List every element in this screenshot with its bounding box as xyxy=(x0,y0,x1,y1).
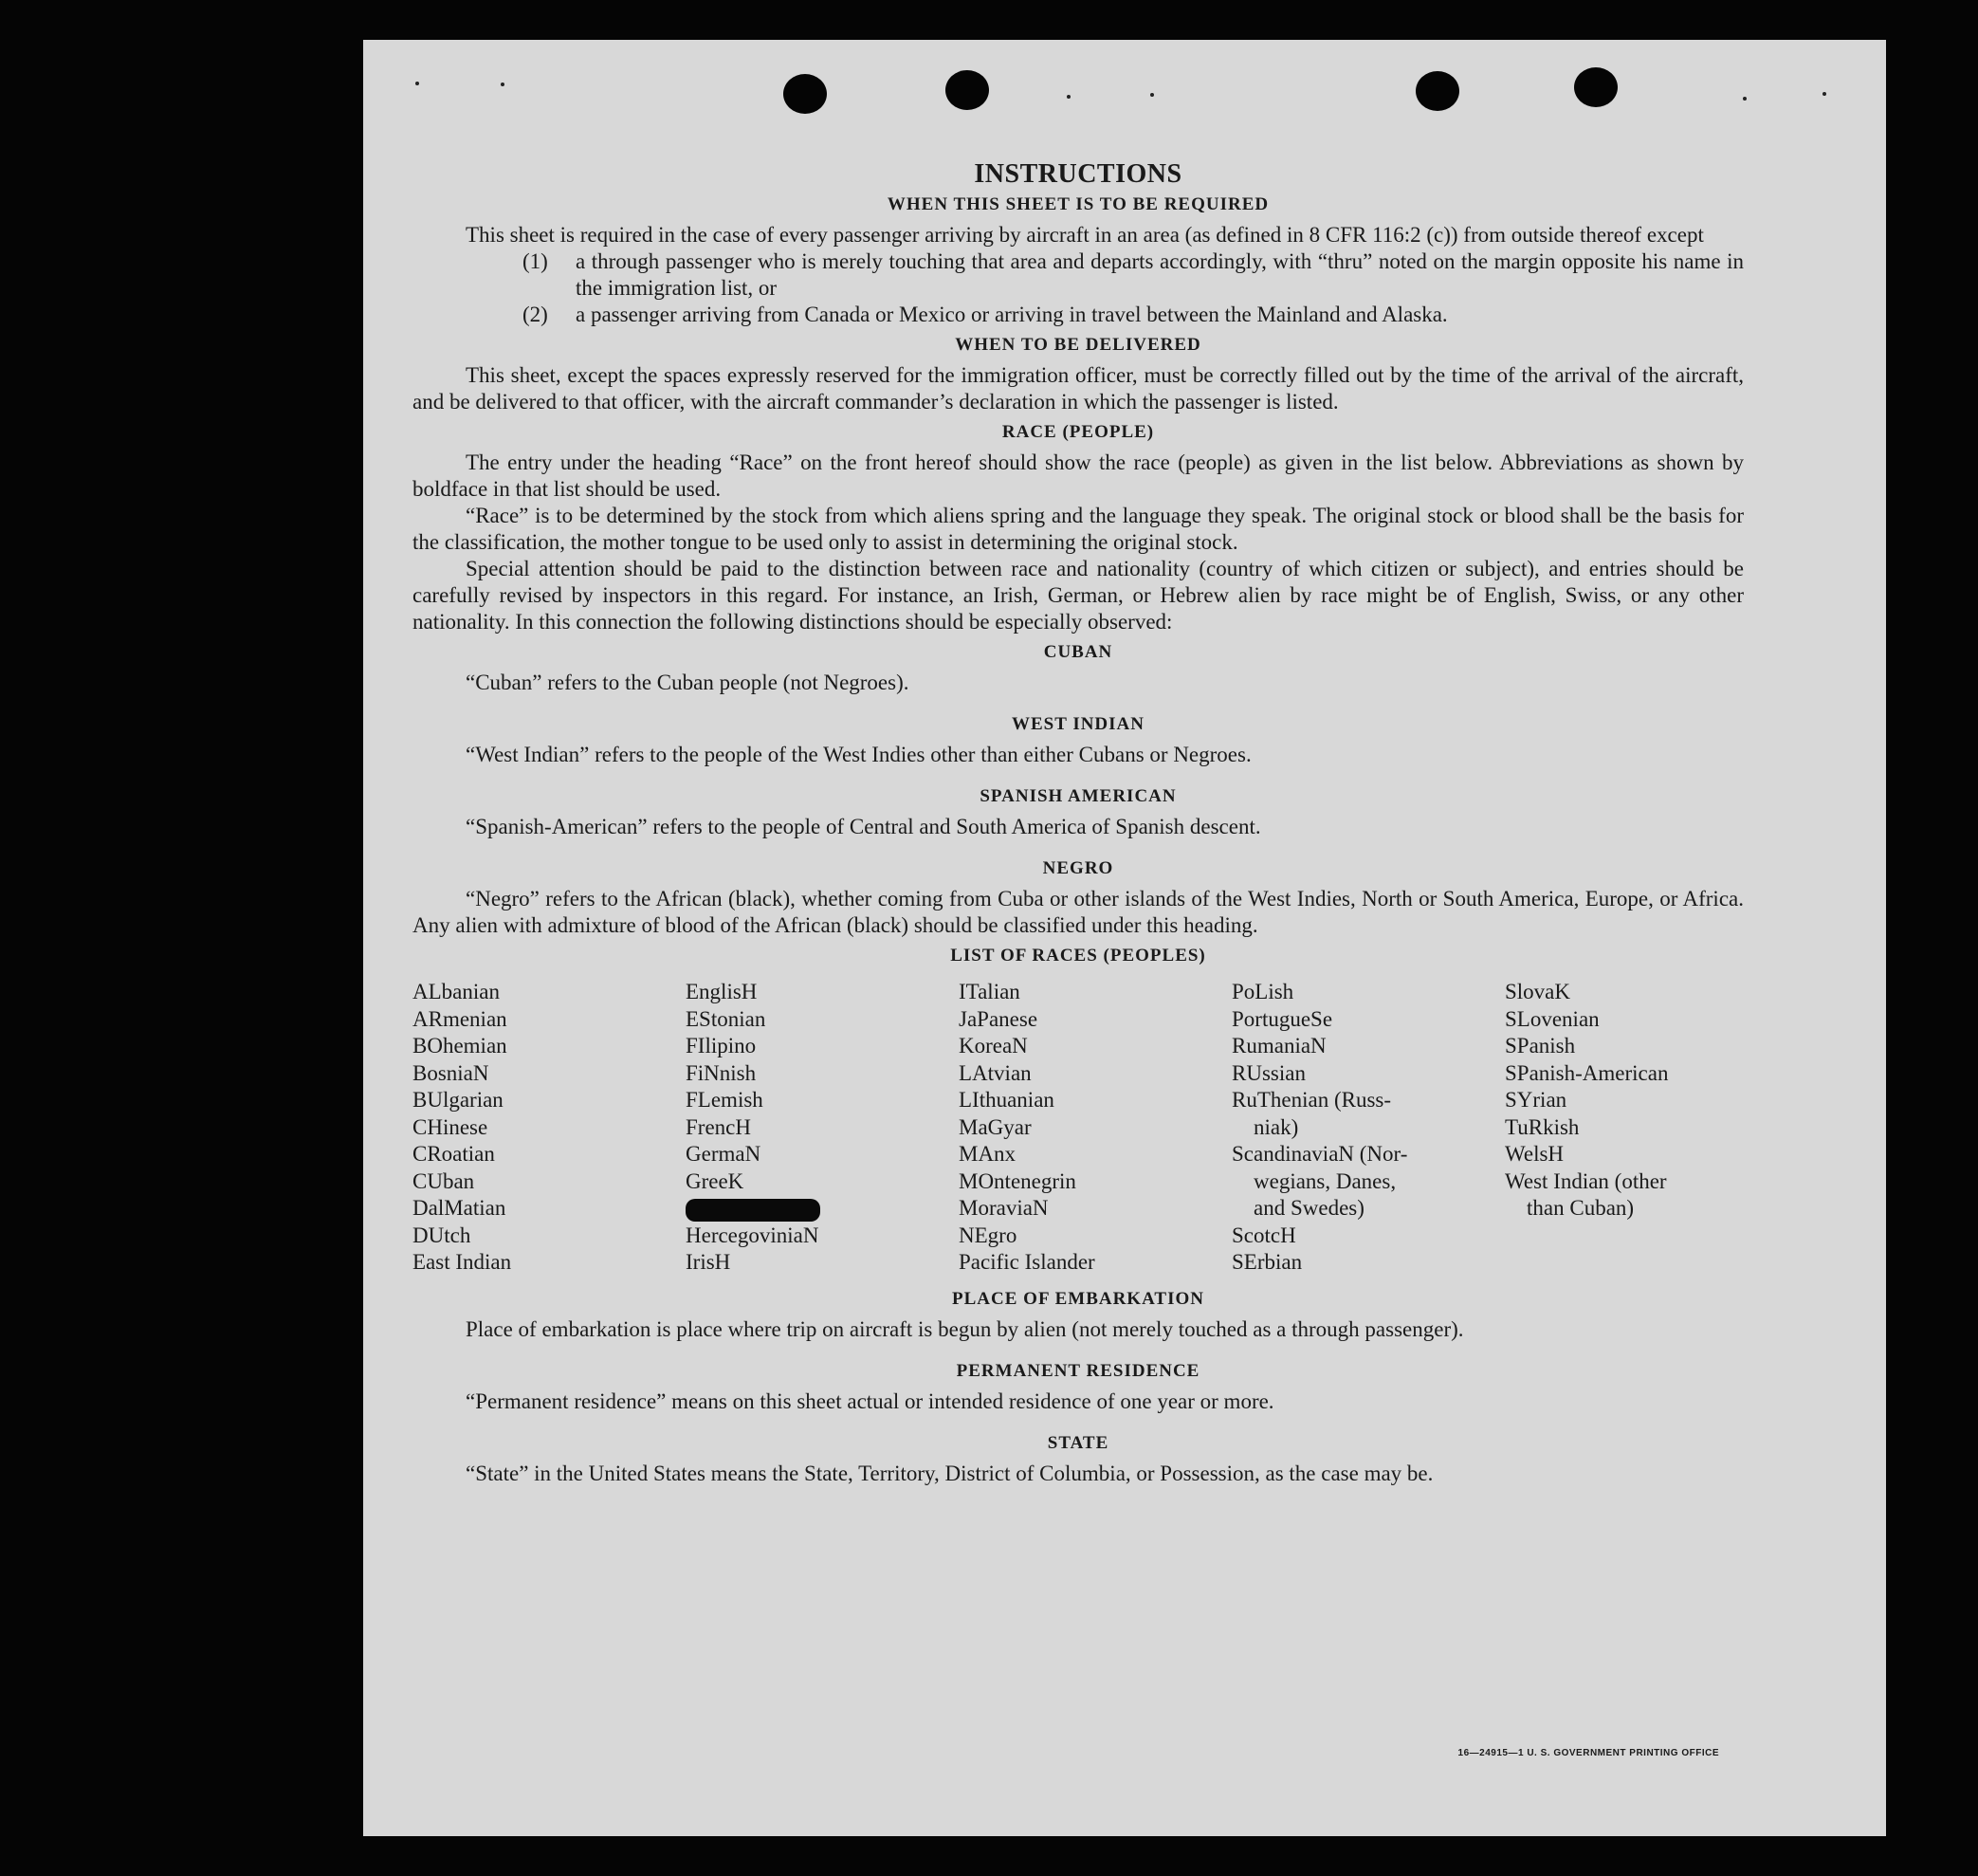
race-entry: TuRkish xyxy=(1505,1114,1580,1139)
race-entry: MOntenegrin xyxy=(959,1168,1076,1193)
race-entry: BUlgarian xyxy=(412,1088,504,1112)
punch-hole xyxy=(1574,67,1618,107)
delivered-text: This sheet, except the spaces expressly reserved for the immigration officer, must be correctly filled out by the time of the arrival of the aircraft, and be delivered to that officer, with the aircraft commander’s declaration in which the passenger is listed. xyxy=(412,363,1744,414)
item-text: a through passenger who is merely touching that area and departs accordingly, with “thru” noted on the margin opposite his name in the immigration list, or xyxy=(576,249,1744,300)
item-text: a passenger arriving from Canada or Mexico or arriving in travel between the Mainland and Alaska. xyxy=(576,303,1448,326)
race-entry: ITalian xyxy=(959,980,1020,1003)
race-entry: MAnx xyxy=(959,1142,1016,1166)
page-title: INSTRUCTIONS xyxy=(974,159,1182,189)
race-entry: than Cuban) xyxy=(1505,1196,1635,1220)
race-entry: FiNnish xyxy=(686,1060,757,1085)
punch-hole xyxy=(783,74,827,114)
document-page xyxy=(363,40,1886,1836)
race-paragraph: “Race” is to be determined by the stock from which aliens spring and the language they speak. The original stock or blood shall be the basis for the classification, the mother tongue to be used only to assist in determining the original stock. xyxy=(412,504,1744,554)
required-intro: This sheet is required in the case of every passenger arriving by aircraft in an area (as defined in 8 CFR 116:2 (c)) from outside thereof except xyxy=(466,223,1704,247)
race-entry: Pacific Islander xyxy=(959,1250,1095,1274)
race-entry: RUssian xyxy=(1232,1060,1306,1085)
heading-embarkation: PLACE OF EMBARKATION xyxy=(952,1288,1204,1309)
item-number: (2) xyxy=(522,303,548,326)
race-entry: GreeK xyxy=(686,1168,744,1193)
races-column xyxy=(1232,979,1505,1277)
speck xyxy=(415,82,419,85)
race-entry: CHinese xyxy=(412,1114,488,1139)
race-entry: and Swedes) xyxy=(1232,1196,1364,1220)
race-entry: CRoatian xyxy=(412,1142,495,1166)
race-entry: SlovaK xyxy=(1505,980,1570,1003)
negro-text: “Negro” refers to the African (black), whether coming from Cuba or other islands of the West Indies, North or South America, Europe, or Africa. Any alien with admixture of blood of the African (black) should be classified under this heading. xyxy=(412,887,1744,937)
race-entry: GermaN xyxy=(686,1142,761,1166)
embarkation-text: Place of embarkation is place where trip on aircraft is begun by alien (not merely touched as a through passenger). xyxy=(466,1316,1464,1341)
heading-residence: PERMANENT RESIDENCE xyxy=(956,1360,1200,1381)
cuban-text: “Cuban” refers to the Cuban people (not Negroes). xyxy=(466,671,909,694)
race-entry: ALbanian xyxy=(412,980,500,1003)
race-entry: PoLish xyxy=(1232,980,1294,1003)
redaction-mark xyxy=(686,1199,820,1222)
race-entry: RumaniaN xyxy=(1232,1034,1327,1058)
instructions-body xyxy=(412,161,1744,1487)
race-entry: RuThenian (Russ- xyxy=(1232,1088,1392,1112)
race-entry: SPanish xyxy=(1505,1034,1576,1058)
race-entry: FLemish xyxy=(686,1088,763,1112)
race-entry: FIlipino xyxy=(686,1034,757,1058)
speck xyxy=(1743,97,1747,101)
race-entry: FrencH xyxy=(686,1114,751,1139)
race-entry: SLovenian xyxy=(1505,1006,1600,1031)
speck xyxy=(1150,93,1154,97)
race-paragraph: Special attention should be paid to the distinction between race and nationality (country of which citizen or subject), and entries should be carefully revised by inspectors in this regard. For instance, an Irish, German, or Hebrew alien by race might be of English, Swiss, or any other nationality. In this connection the following distinctions should be especially observed: xyxy=(412,557,1744,634)
list-item xyxy=(412,248,1744,302)
race-entry: LIthuanian xyxy=(959,1088,1054,1112)
race-entry: DalMatian xyxy=(412,1196,506,1220)
race-entry: ARmenian xyxy=(412,1006,507,1031)
race-entry: ScandinaviaN (Nor- xyxy=(1232,1142,1408,1166)
residence-text: “Permanent residence” means on this sheet actual or intended residence of one year or more. xyxy=(466,1389,1274,1413)
speck xyxy=(1822,92,1826,96)
item-number: (1) xyxy=(522,249,548,273)
heading-state: STATE xyxy=(1047,1432,1109,1453)
race-entry: DUtch xyxy=(412,1223,471,1247)
race-entry: SErbian xyxy=(1232,1250,1303,1274)
race-entry: HercegoviniaN xyxy=(686,1223,819,1247)
heading-delivered: WHEN TO BE DELIVERED xyxy=(955,335,1201,355)
race-entry-redacted xyxy=(686,1195,959,1223)
race-entry: KoreaN xyxy=(959,1034,1028,1058)
race-entry: IrisH xyxy=(686,1250,731,1274)
race-entry: CUban xyxy=(412,1168,475,1193)
race-entry: NEgro xyxy=(959,1223,1017,1247)
race-entry: ScotcH xyxy=(1232,1223,1296,1247)
race-entry: SPanish-American xyxy=(1505,1060,1669,1085)
heading-cuban: CUBAN xyxy=(1043,642,1113,662)
race-entry: niak) xyxy=(1232,1114,1299,1139)
race-entry: East Indian xyxy=(412,1250,512,1274)
race-entry: BosniaN xyxy=(412,1060,489,1085)
race-entry: LAtvian xyxy=(959,1060,1032,1085)
heading-required: WHEN THIS SHEET IS TO BE REQUIRED xyxy=(887,194,1270,214)
spanish-american-text: “Spanish-American” refers to the people of Central and South America of Spanish descent. xyxy=(466,815,1261,838)
heading-list-of-races: LIST OF RACES (PEOPLES) xyxy=(950,946,1206,966)
speck xyxy=(501,83,504,86)
heading-negro: NEGRO xyxy=(1042,858,1114,878)
races-column xyxy=(686,979,959,1277)
punch-hole xyxy=(945,70,989,110)
races-list xyxy=(412,979,1744,1277)
race-entry: wegians, Danes, xyxy=(1232,1168,1397,1193)
race-entry: EStonian xyxy=(686,1006,766,1031)
race-entry: West Indian (other xyxy=(1505,1168,1667,1193)
printing-office-code: 16—24915—1 U. S. GOVERNMENT PRINTING OFFICE xyxy=(1457,1748,1719,1758)
races-column xyxy=(959,979,1232,1277)
list-item xyxy=(412,302,1744,328)
race-entry: PortugueSe xyxy=(1232,1006,1333,1031)
race-entry: JaPanese xyxy=(959,1006,1038,1031)
races-column xyxy=(1505,979,1744,1277)
west-indian-text: “West Indian” refers to the people of the West Indies other than either Cubans or Negroes. xyxy=(466,743,1252,766)
heading-spanish-american: SPANISH AMERICAN xyxy=(980,786,1177,806)
speck xyxy=(1067,95,1071,99)
race-paragraph: The entry under the heading “Race” on the front hereof should show the race (people) as given in the list below. Abbreviations as shown by boldface in that list should be used. xyxy=(412,451,1744,501)
heading-west-indian: WEST INDIAN xyxy=(1012,714,1145,734)
race-entry: EnglisH xyxy=(686,980,758,1003)
races-column xyxy=(412,979,686,1277)
race-entry: SYrian xyxy=(1505,1088,1567,1112)
punch-hole xyxy=(1416,71,1459,111)
race-entry: MaGyar xyxy=(959,1114,1032,1139)
race-entry: WelsH xyxy=(1505,1142,1565,1166)
state-text: “State” in the United States means the State, Territory, District of Columbia, or Possession, as the case may be. xyxy=(466,1461,1434,1485)
heading-race: RACE (PEOPLE) xyxy=(1001,422,1155,442)
race-entry: BOhemian xyxy=(412,1034,507,1058)
race-entry: MoraviaN xyxy=(959,1196,1049,1220)
